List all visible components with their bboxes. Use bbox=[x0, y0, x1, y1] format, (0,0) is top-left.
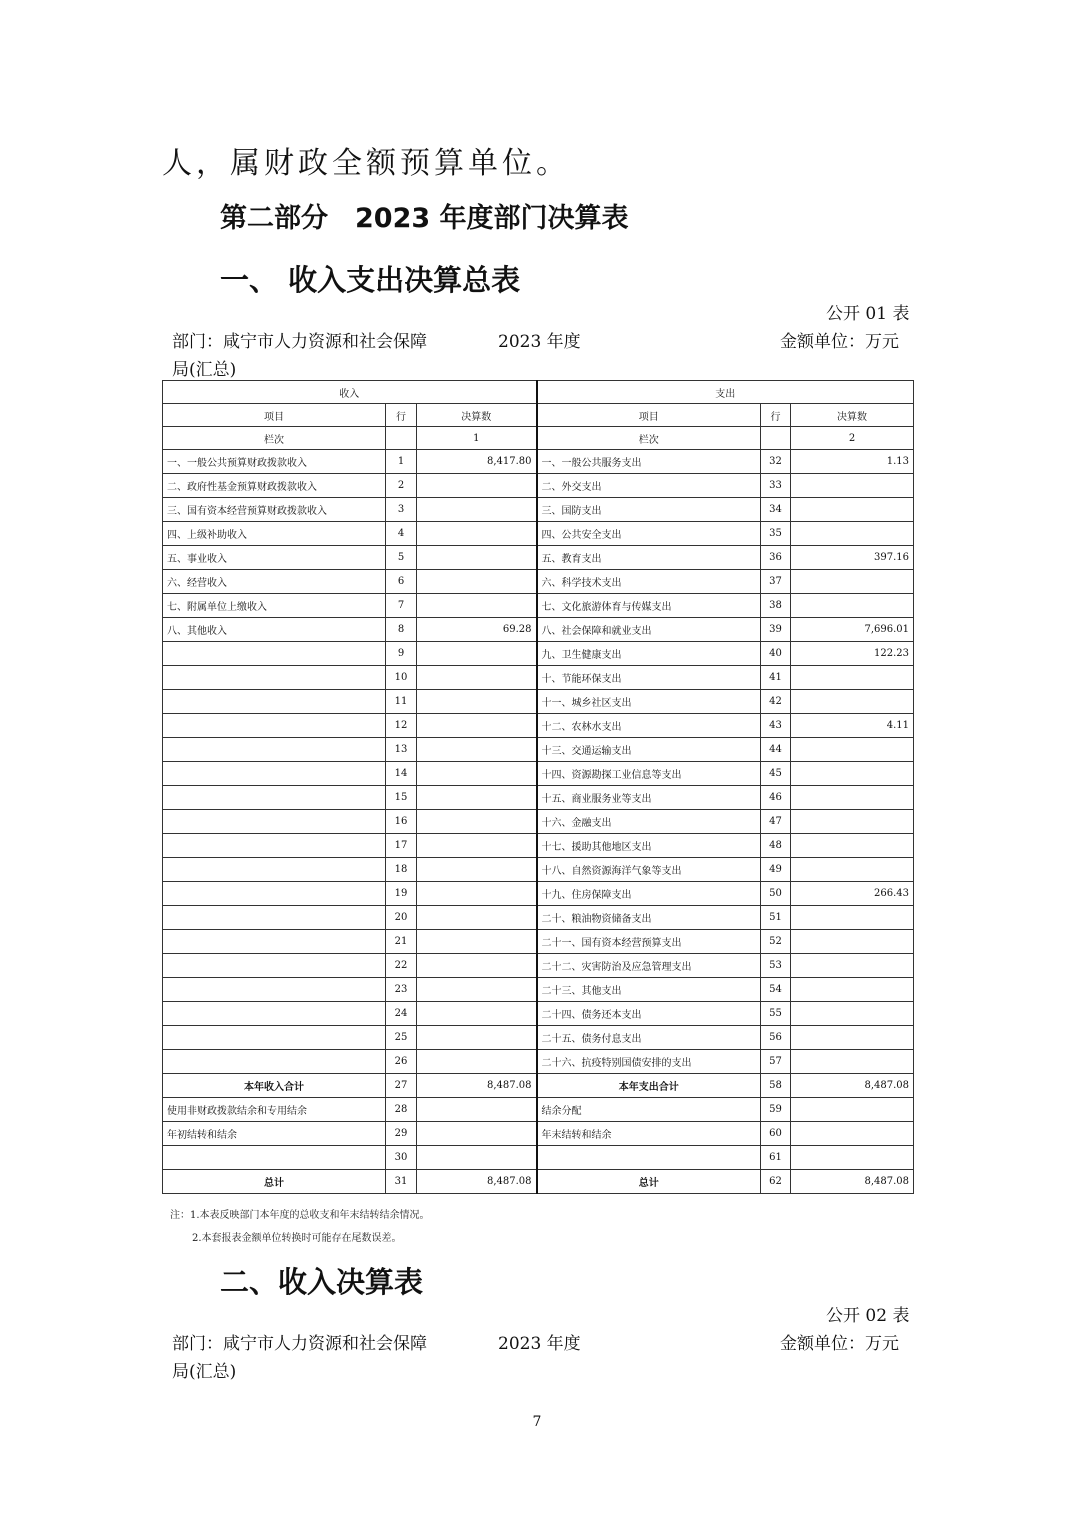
table-row bbox=[163, 954, 914, 978]
expense-amount-cell bbox=[791, 1026, 914, 1050]
income-expense-summary-table bbox=[162, 380, 914, 1194]
expense-amount-cell: 1.13 bbox=[791, 450, 914, 474]
expense-line-cell: 48 bbox=[761, 834, 791, 858]
income-line-cell: 12 bbox=[386, 714, 417, 738]
group-expense-header: 支出 bbox=[537, 381, 914, 404]
table-row bbox=[163, 450, 914, 474]
income-line-cell: 9 bbox=[386, 642, 417, 666]
expense-line-cell: 61 bbox=[761, 1146, 791, 1170]
expense-line-cell: 56 bbox=[761, 1026, 791, 1050]
expense-line-cell: 52 bbox=[761, 930, 791, 954]
expense-amount-cell bbox=[791, 1098, 914, 1122]
income-amount-cell bbox=[417, 954, 537, 978]
income-col-number: 1 bbox=[417, 427, 537, 450]
expense-item-cell: 二十三、其他支出 bbox=[537, 978, 761, 1002]
table-row bbox=[163, 810, 914, 834]
expense-line-cell: 47 bbox=[761, 810, 791, 834]
table-row bbox=[163, 1170, 914, 1194]
income-amount-cell bbox=[417, 1002, 537, 1026]
expense-item-cell: 二、外交支出 bbox=[537, 474, 761, 498]
expense-amount-cell bbox=[791, 954, 914, 978]
expense-item-cell: 十三、交通运输支出 bbox=[537, 738, 761, 762]
expense-amount-cell: 8,487.08 bbox=[791, 1074, 914, 1098]
income-amount-cell: 8,487.08 bbox=[417, 1170, 537, 1194]
expense-line-cell: 53 bbox=[761, 954, 791, 978]
expense-item-cell: 结余分配 bbox=[537, 1098, 761, 1122]
expense-item-cell: 年末结转和结余 bbox=[537, 1122, 761, 1146]
expense-item-cell: 六、科学技术支出 bbox=[537, 570, 761, 594]
income-item-cell: 本年收入合计 bbox=[163, 1074, 386, 1098]
income-amount-cell bbox=[417, 882, 537, 906]
expense-item-cell: 二十五、债务付息支出 bbox=[537, 1026, 761, 1050]
income-amount-cell: 69.28 bbox=[417, 618, 537, 642]
expense-index-label: 栏次 bbox=[537, 427, 761, 450]
expense-line-cell: 62 bbox=[761, 1170, 791, 1194]
income-line-cell: 1 bbox=[386, 450, 417, 474]
income-item-cell bbox=[163, 858, 386, 882]
expense-line-cell: 36 bbox=[761, 546, 791, 570]
expense-amount-cell bbox=[791, 834, 914, 858]
expense-amount-cell bbox=[791, 1122, 914, 1146]
income-item-cell bbox=[163, 978, 386, 1002]
expense-item-cell: 五、教育支出 bbox=[537, 546, 761, 570]
income-amount-cell bbox=[417, 642, 537, 666]
expense-line-cell: 58 bbox=[761, 1074, 791, 1098]
table-row bbox=[163, 594, 914, 618]
income-line-cell: 5 bbox=[386, 546, 417, 570]
expense-line-cell: 34 bbox=[761, 498, 791, 522]
table-row bbox=[163, 882, 914, 906]
table-row bbox=[163, 906, 914, 930]
expense-line-cell: 57 bbox=[761, 1050, 791, 1074]
expense-line-cell: 54 bbox=[761, 978, 791, 1002]
income-amount-cell bbox=[417, 858, 537, 882]
table-row bbox=[163, 858, 914, 882]
income-item-cell: 四、上级补助收入 bbox=[163, 522, 386, 546]
table-row bbox=[163, 1146, 914, 1170]
income-item-cell: 一、一般公共预算财政拨款收入 bbox=[163, 450, 386, 474]
table-row bbox=[163, 1074, 914, 1098]
page-number: 7 bbox=[532, 1414, 542, 1430]
expense-index-blank bbox=[761, 427, 791, 450]
expense-line-cell: 37 bbox=[761, 570, 791, 594]
expense-amount-cell bbox=[791, 738, 914, 762]
section1-title: 一、 收入支出决算总表 bbox=[220, 263, 521, 297]
expense-amount-cell bbox=[791, 690, 914, 714]
income-item-cell: 使用非财政拨款结余和专用结余 bbox=[163, 1098, 386, 1122]
expense-amount-cell bbox=[791, 810, 914, 834]
income-amount-cell: 8,487.08 bbox=[417, 1074, 537, 1098]
income-item-cell bbox=[163, 714, 386, 738]
income-amount-cell bbox=[417, 762, 537, 786]
income-item-cell bbox=[163, 930, 386, 954]
expense-amount-cell bbox=[791, 498, 914, 522]
income-item-cell bbox=[163, 1026, 386, 1050]
table-row bbox=[163, 618, 914, 642]
income-amount-cell bbox=[417, 1026, 537, 1050]
income-item-cell bbox=[163, 1146, 386, 1170]
income-line-cell: 30 bbox=[386, 1146, 417, 1170]
income-amount-cell bbox=[417, 1146, 537, 1170]
expense-amount-cell bbox=[791, 570, 914, 594]
table-row bbox=[163, 834, 914, 858]
expense-line-cell: 44 bbox=[761, 738, 791, 762]
table-note-1: 注：1.本表反映部门本年度的总收支和年末结转结余情况。 bbox=[170, 1210, 430, 1221]
expense-item-cell: 二十、粮油物资储备支出 bbox=[537, 906, 761, 930]
section1-year: 2023 年度 bbox=[498, 332, 581, 352]
col-expense-line: 行 bbox=[761, 404, 791, 427]
expense-line-cell: 42 bbox=[761, 690, 791, 714]
income-line-cell: 20 bbox=[386, 906, 417, 930]
expense-amount-cell bbox=[791, 762, 914, 786]
expense-line-cell: 33 bbox=[761, 474, 791, 498]
income-line-cell: 26 bbox=[386, 1050, 417, 1074]
expense-line-cell: 45 bbox=[761, 762, 791, 786]
expense-amount-cell bbox=[791, 906, 914, 930]
income-item-cell: 八、其他收入 bbox=[163, 618, 386, 642]
part-title: 第二部分 2023 年度部门决算表 bbox=[220, 203, 629, 234]
expense-amount-cell bbox=[791, 474, 914, 498]
table-index-row bbox=[163, 427, 914, 450]
income-amount-cell bbox=[417, 1050, 537, 1074]
expense-line-cell: 50 bbox=[761, 882, 791, 906]
section1-table-code: 公开 01 表 bbox=[826, 304, 910, 324]
income-line-cell: 13 bbox=[386, 738, 417, 762]
table-row bbox=[163, 762, 914, 786]
income-item-cell: 年初结转和结余 bbox=[163, 1122, 386, 1146]
col-income-line: 行 bbox=[386, 404, 417, 427]
income-line-cell: 8 bbox=[386, 618, 417, 642]
income-line-cell: 27 bbox=[386, 1074, 417, 1098]
expense-item-cell: 一、一般公共服务支出 bbox=[537, 450, 761, 474]
income-item-cell bbox=[163, 906, 386, 930]
expense-item-cell: 十九、住房保障支出 bbox=[537, 882, 761, 906]
income-line-cell: 28 bbox=[386, 1098, 417, 1122]
income-amount-cell bbox=[417, 714, 537, 738]
table-column-header-row bbox=[163, 404, 914, 427]
income-amount-cell bbox=[417, 834, 537, 858]
expense-item-cell: 十五、商业服务业等支出 bbox=[537, 786, 761, 810]
income-line-cell: 15 bbox=[386, 786, 417, 810]
expense-line-cell: 41 bbox=[761, 666, 791, 690]
expense-line-cell: 55 bbox=[761, 1002, 791, 1026]
income-amount-cell bbox=[417, 906, 537, 930]
income-amount-cell bbox=[417, 474, 537, 498]
income-line-cell: 25 bbox=[386, 1026, 417, 1050]
expense-item-cell: 九、卫生健康支出 bbox=[537, 642, 761, 666]
group-income-header: 收入 bbox=[163, 381, 537, 404]
expense-amount-cell bbox=[791, 786, 914, 810]
expense-amount-cell: 8,487.08 bbox=[791, 1170, 914, 1194]
expense-item-cell: 十、节能环保支出 bbox=[537, 666, 761, 690]
expense-line-cell: 38 bbox=[761, 594, 791, 618]
income-amount-cell bbox=[417, 1098, 537, 1122]
expense-amount-cell bbox=[791, 978, 914, 1002]
expense-amount-cell bbox=[791, 1050, 914, 1074]
section2-dept-line2: 局(汇总) bbox=[172, 1362, 237, 1382]
expense-item-cell: 二十一、国有资本经营预算支出 bbox=[537, 930, 761, 954]
income-amount-cell bbox=[417, 546, 537, 570]
expense-amount-cell bbox=[791, 594, 914, 618]
table-row bbox=[163, 546, 914, 570]
table-row bbox=[163, 786, 914, 810]
section2-unit: 金额单位：万元 bbox=[780, 1334, 899, 1354]
income-amount-cell bbox=[417, 810, 537, 834]
col-income-item: 项目 bbox=[163, 404, 386, 427]
income-item-cell bbox=[163, 690, 386, 714]
income-line-cell: 31 bbox=[386, 1170, 417, 1194]
expense-amount-cell: 397.16 bbox=[791, 546, 914, 570]
income-amount-cell bbox=[417, 978, 537, 1002]
income-line-cell: 16 bbox=[386, 810, 417, 834]
table-row bbox=[163, 522, 914, 546]
income-line-cell: 24 bbox=[386, 1002, 417, 1026]
expense-amount-cell: 266.43 bbox=[791, 882, 914, 906]
expense-line-cell: 51 bbox=[761, 906, 791, 930]
table-row bbox=[163, 690, 914, 714]
expense-item-cell: 十四、资源勘探工业信息等支出 bbox=[537, 762, 761, 786]
income-line-cell: 3 bbox=[386, 498, 417, 522]
income-amount-cell bbox=[417, 1122, 537, 1146]
expense-line-cell: 39 bbox=[761, 618, 791, 642]
table-row bbox=[163, 666, 914, 690]
col-expense-item: 项目 bbox=[537, 404, 761, 427]
section1-unit: 金额单位：万元 bbox=[780, 332, 899, 352]
expense-line-cell: 60 bbox=[761, 1122, 791, 1146]
income-item-cell bbox=[163, 762, 386, 786]
section1-dept-line2: 局(汇总) bbox=[172, 360, 237, 380]
expense-col-number: 2 bbox=[791, 427, 914, 450]
table-row bbox=[163, 642, 914, 666]
table-row bbox=[163, 714, 914, 738]
income-item-cell bbox=[163, 642, 386, 666]
income-line-cell: 19 bbox=[386, 882, 417, 906]
income-line-cell: 10 bbox=[386, 666, 417, 690]
expense-item-cell: 十八、自然资源海洋气象等支出 bbox=[537, 858, 761, 882]
expense-amount-cell bbox=[791, 666, 914, 690]
expense-line-cell: 46 bbox=[761, 786, 791, 810]
income-line-cell: 7 bbox=[386, 594, 417, 618]
expense-amount-cell: 7,696.01 bbox=[791, 618, 914, 642]
income-index-label: 栏次 bbox=[163, 427, 386, 450]
expense-line-cell: 40 bbox=[761, 642, 791, 666]
expense-line-cell: 43 bbox=[761, 714, 791, 738]
table-row bbox=[163, 978, 914, 1002]
expense-line-cell: 35 bbox=[761, 522, 791, 546]
table-row bbox=[163, 474, 914, 498]
income-line-cell: 18 bbox=[386, 858, 417, 882]
col-income-amount: 决算数 bbox=[417, 404, 537, 427]
income-line-cell: 21 bbox=[386, 930, 417, 954]
income-item-cell: 七、附属单位上缴收入 bbox=[163, 594, 386, 618]
table-row bbox=[163, 1122, 914, 1146]
expense-item-cell bbox=[537, 1146, 761, 1170]
income-item-cell bbox=[163, 666, 386, 690]
expense-item-cell: 三、国防支出 bbox=[537, 498, 761, 522]
income-amount-cell bbox=[417, 690, 537, 714]
table-row bbox=[163, 1026, 914, 1050]
income-item-cell: 五、事业收入 bbox=[163, 546, 386, 570]
table-row bbox=[163, 738, 914, 762]
expense-item-cell: 八、社会保障和就业支出 bbox=[537, 618, 761, 642]
income-amount-cell: 8,417.80 bbox=[417, 450, 537, 474]
income-amount-cell bbox=[417, 522, 537, 546]
table-row bbox=[163, 498, 914, 522]
expense-item-cell: 十七、援助其他地区支出 bbox=[537, 834, 761, 858]
income-amount-cell bbox=[417, 594, 537, 618]
income-item-cell bbox=[163, 954, 386, 978]
expense-item-cell: 十六、金融支出 bbox=[537, 810, 761, 834]
expense-amount-cell bbox=[791, 1002, 914, 1026]
section1-dept-line1: 部门：咸宁市人力资源和社会保障 bbox=[172, 332, 427, 352]
expense-item-cell: 十一、城乡社区支出 bbox=[537, 690, 761, 714]
expense-item-cell: 二十二、灾害防治及应急管理支出 bbox=[537, 954, 761, 978]
income-amount-cell bbox=[417, 930, 537, 954]
income-line-cell: 23 bbox=[386, 978, 417, 1002]
income-amount-cell bbox=[417, 570, 537, 594]
expense-amount-cell: 122.23 bbox=[791, 642, 914, 666]
income-item-cell: 三、国有资本经营预算财政拨款收入 bbox=[163, 498, 386, 522]
section2-table-code: 公开 02 表 bbox=[826, 1306, 910, 1326]
income-item-cell bbox=[163, 810, 386, 834]
table-row bbox=[163, 1002, 914, 1026]
income-index-blank bbox=[386, 427, 417, 450]
section2-title: 二、收入决算表 bbox=[220, 1265, 424, 1299]
income-line-cell: 22 bbox=[386, 954, 417, 978]
expense-item-cell: 七、文化旅游体育与传媒支出 bbox=[537, 594, 761, 618]
table-group-header-row bbox=[163, 381, 914, 404]
expense-line-cell: 59 bbox=[761, 1098, 791, 1122]
income-item-cell: 总计 bbox=[163, 1170, 386, 1194]
income-item-cell: 二、政府性基金预算财政拨款收入 bbox=[163, 474, 386, 498]
expense-item-cell: 本年支出合计 bbox=[537, 1074, 761, 1098]
income-line-cell: 4 bbox=[386, 522, 417, 546]
lead-paragraph: 人，属财政全额预算单位。 bbox=[162, 146, 570, 181]
table-row bbox=[163, 1050, 914, 1074]
expense-item-cell: 四、公共安全支出 bbox=[537, 522, 761, 546]
expense-item-cell: 二十六、抗疫特别国债安排的支出 bbox=[537, 1050, 761, 1074]
income-line-cell: 2 bbox=[386, 474, 417, 498]
income-amount-cell bbox=[417, 738, 537, 762]
expense-amount-cell: 4.11 bbox=[791, 714, 914, 738]
expense-item-cell: 总计 bbox=[537, 1170, 761, 1194]
expense-line-cell: 32 bbox=[761, 450, 791, 474]
income-amount-cell bbox=[417, 666, 537, 690]
income-amount-cell bbox=[417, 498, 537, 522]
table-note-2: 2.本套报表金额单位转换时可能存在尾数误差。 bbox=[192, 1233, 402, 1244]
expense-line-cell: 49 bbox=[761, 858, 791, 882]
income-line-cell: 11 bbox=[386, 690, 417, 714]
income-line-cell: 17 bbox=[386, 834, 417, 858]
income-line-cell: 29 bbox=[386, 1122, 417, 1146]
income-item-cell bbox=[163, 738, 386, 762]
table-row bbox=[163, 570, 914, 594]
expense-item-cell: 十二、农林水支出 bbox=[537, 714, 761, 738]
section2-dept-line1: 部门：咸宁市人力资源和社会保障 bbox=[172, 1334, 427, 1354]
income-line-cell: 14 bbox=[386, 762, 417, 786]
table-row bbox=[163, 1098, 914, 1122]
expense-item-cell: 二十四、债务还本支出 bbox=[537, 1002, 761, 1026]
income-item-cell bbox=[163, 1002, 386, 1026]
expense-amount-cell bbox=[791, 1146, 914, 1170]
expense-amount-cell bbox=[791, 858, 914, 882]
income-item-cell bbox=[163, 834, 386, 858]
income-item-cell: 六、经营收入 bbox=[163, 570, 386, 594]
section2-year: 2023 年度 bbox=[498, 1334, 581, 1354]
income-item-cell bbox=[163, 882, 386, 906]
col-expense-amount: 决算数 bbox=[791, 404, 914, 427]
expense-amount-cell bbox=[791, 522, 914, 546]
income-item-cell bbox=[163, 1050, 386, 1074]
expense-amount-cell bbox=[791, 930, 914, 954]
income-amount-cell bbox=[417, 786, 537, 810]
income-item-cell bbox=[163, 786, 386, 810]
income-line-cell: 6 bbox=[386, 570, 417, 594]
table-row bbox=[163, 930, 914, 954]
